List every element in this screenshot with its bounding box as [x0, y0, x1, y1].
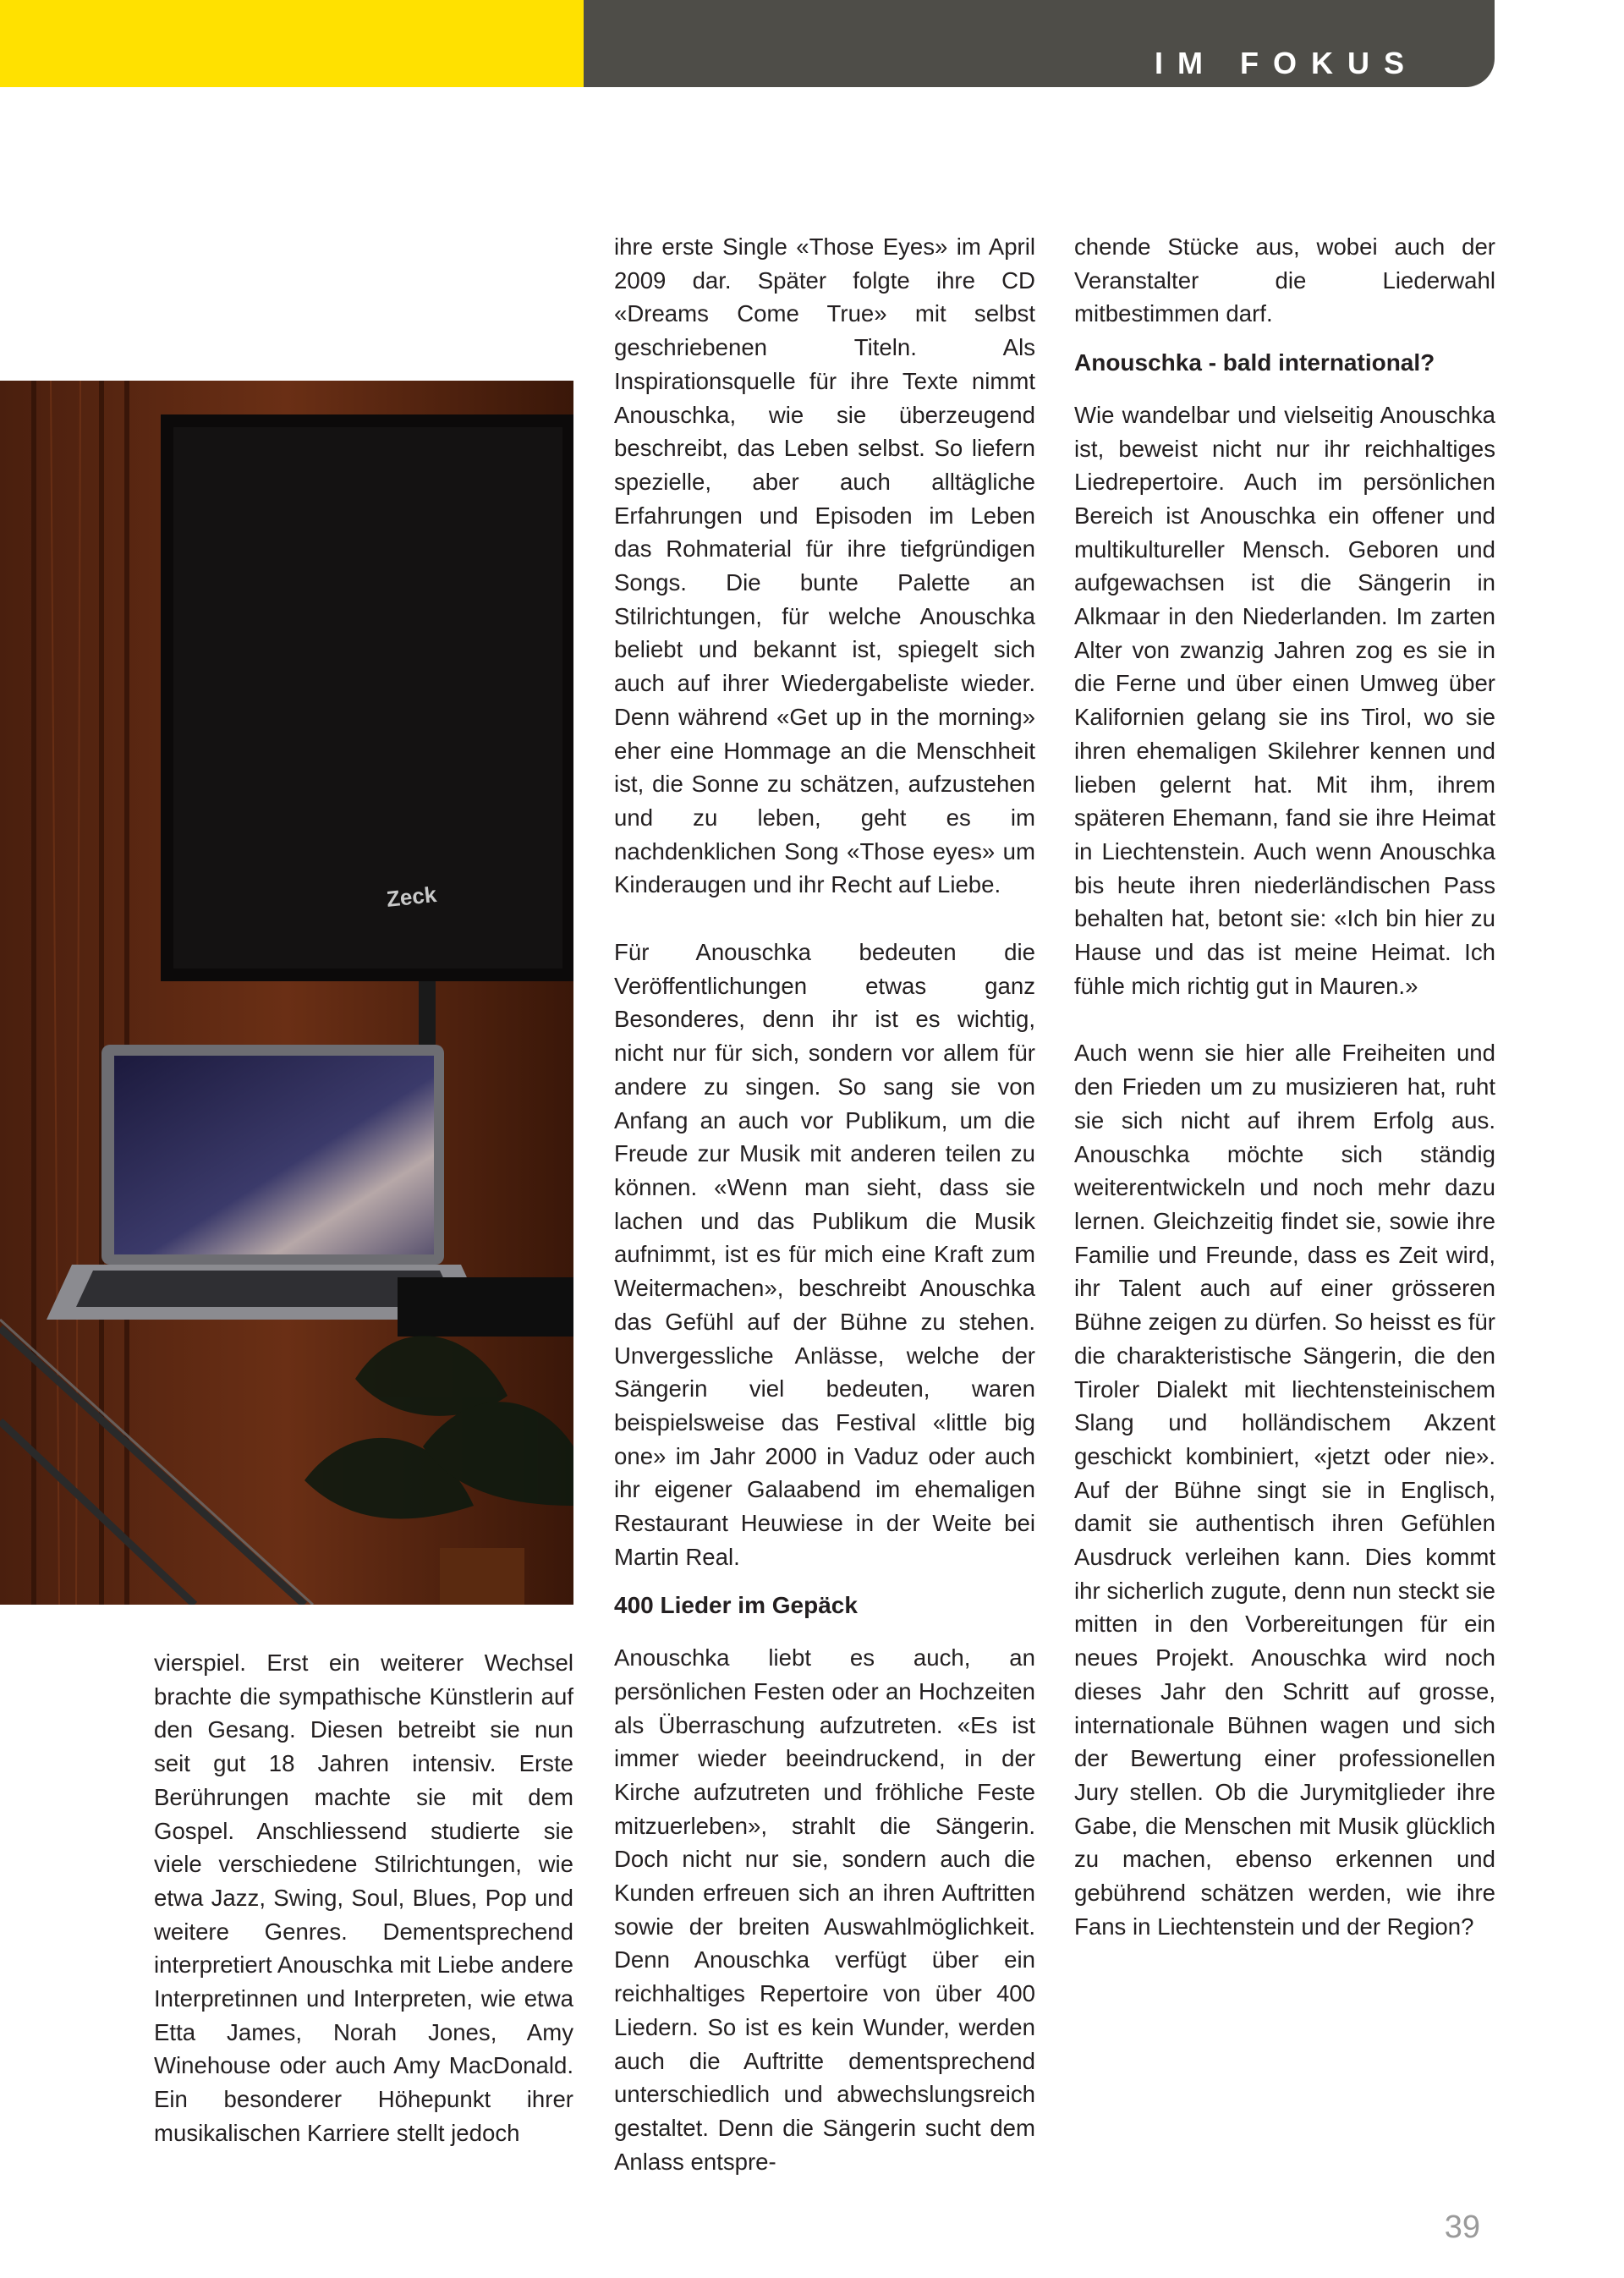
article-paragraph: vierspiel. Erst ein weiterer Wechsel brachte die sympathische Künstlerin auf den Gesang. Diesen betreibt sie nun seit gut 18 Jahren intensiv. Erste Berührungen machte sie mit dem Gospel. Anschliessend studierte sie viele verschiedene Stilrichtungen, wie etwa Jazz, Swing, Soul, Blues, Pop und weitere Genres. Dementsprechend interpretiert Anouschka mit Liebe andere Interpretinnen und Interpreten, wie etwa Etta James, Norah Jones, Amy Winehouse oder auch Amy MacDonald. Ein besonderer Höhepunkt ihrer musikalischen Karriere stellt jedoch: [154, 1649, 573, 2146]
speaker-brand: Zeck: [385, 881, 438, 912]
header-section-bar: [584, 0, 1495, 87]
page-number: 39: [1444, 2209, 1480, 2245]
article-paragraph: Wie wandelbar und vielseitig Anouschka ist, beweist nicht nur ihr reichhaltiges Liedrepertoire. Auch im persönlichen Bereich ist Anouschka ein offener und multikultureller Mensch. Geboren und aufgewachsen ist die Sängerin in Alkmaar in den Niederlanden. Im zarten Alter von zwanzig Jahren zog es sie in die Ferne und über einen Umweg über Kalifornien gelang sie ins Tirol, wo sie ihren ehemaligen Skilehrer kennen und lieben gelernt hat. Mit ihm, ihrem späteren Ehemann, fand sie ihre Heimat in Liechtenstein. Auch wenn Anouschka bis heute ihren niederländischen Pass behalten hat, betont sie: «Ich bin hier zu Hause und das ist meine Heimat. Ich fühle mich richtig gut in Mauren.»: [1074, 401, 1495, 999]
section-label: IM FOKUS: [1155, 46, 1418, 80]
article-column-2: [614, 230, 1035, 2178]
section-heading: 400 Lieder im Gepäck: [614, 1592, 858, 1619]
article-paragraph: Für Anouschka bedeuten die Veröffentlichungen etwas ganz Besonderes, denn ihr ist es wichtig, nicht nur für sich, sondern vor allem für andere zu singen. So sang sie von Anfang an auch vor Publikum, um die Freude zur Musik mit anderen teilen zu können. «Wenn man sieht, dass sie lachen und das Publikum die Musik aufnimmt, ist es für mich eine Kraft zum Weitermachen», beschreibt Anouschka das Gefühl auf der Bühne zu stehen. Unvergessliche Anlässe, welche der Sängerin viel bedeuten, waren beispielsweise das Festival «little big one» im Jahr 2000 in Vaduz oder auch ihr eigener Galaabend im ehemaligen Restaurant Heuwiese in der Weite bei Martin Real.: [614, 939, 1035, 1570]
header-accent-bar: [0, 0, 584, 87]
article-column-1: [154, 1646, 573, 2150]
article-paragraph: ihre erste Single «Those Eyes» im April 2009 dar. Später folgte ihre CD «Dreams Come True» mit selbst geschriebenen Titeln. Als Inspirationsquelle für ihre Texte nimmt Anouschka, wie sie überzeugend beschreibt, das Leben selbst. So liefern spezielle, aber auch alltägliche Erfahrungen und Episoden im Leben das Rohmaterial für ihre tiefgründigen Songs. Die bunte Palette an Stilrichtungen, für welche Anouschka beliebt und bekannt ist, spiegelt sich auch auf ihrer Wiedergabeliste wieder. Denn während «Get up in the morning» eher eine Hommage an die Menschheit ist, die Sonne zu schätzen, aufzustehen und zu leben, geht es im nachdenklichen Song «Those eyes» um Kinderaugen und ihr Recht auf Liebe.: [614, 233, 1035, 898]
article-paragraph: Auch wenn sie hier alle Freiheiten und den Frieden um zu musizieren hat, ruht sie sich nicht auf ihrem Erfolg aus. Anouschka möchte sich ständig weiterentwickeln und noch mehr dazu lernen. Gleichzeitig findet sie, sowie ihre Familie und Freunde, dass es Zeit wird, ihr Talent auch auf einer grösseren Bühne zeigen zu dürfen. So heisst es für die charakteristische Sängerin, die den Tiroler Dialekt mit liechtensteinischem Slang und holländischem Akzent geschickt kombiniert, «jetzt oder nie». Auf der Bühne singt sie in Englisch, damit sie authentisch ihren Gefühlen Ausdruck verleihen kann. Dies kommt ihr sicherlich zugute, denn nun steckt sie mitten in den Vorbereitungen für ein neues Projekt. Anouschka wird noch dieses Jahr den Schritt auf grosse, internationale Bühnen wagen und sich der Bewertung einer professionellen Jury stellen. Ob die Jurymitglieder ihre Gabe, die Menschen mit Musik glücklich zu machen, ebenso erkennen und gebührend schätzen werden, wie ihre Fans in Liechtenstein und der Region?: [1074, 1040, 1495, 1940]
section-heading: Anouschka - bald international?: [1074, 349, 1435, 376]
article-column-3: [1074, 230, 1495, 1943]
stage-photo: [0, 381, 573, 1605]
article-paragraph: Anouschka liebt es auch, an persönlichen Festen oder an Hochzeiten als Überraschung aufzutreten. «Es ist immer wieder beeindruckend, in der Kirche aufzutreten und fröhliche Feste mitzuerleben», strahlt die Sängerin. Doch nicht nur sie, sondern auch die Kunden erfreuen sich an ihren Auftritten sowie der breiten Auswahlmöglichkeit. Denn Anouschka verfügt über ein reichhaltiges Repertoire von über 400 Liedern. So ist es kein Wunder, werden auch die Auftritte dementsprechend unterschiedlich und abwechslungsreich gestaltet. Denn die Sängerin sucht dem Anlass entspre-: [614, 1644, 1035, 2175]
article-paragraph: chende Stücke aus, wobei auch der Veranstalter die Liederwahl mitbestimmen darf.: [1074, 233, 1495, 327]
